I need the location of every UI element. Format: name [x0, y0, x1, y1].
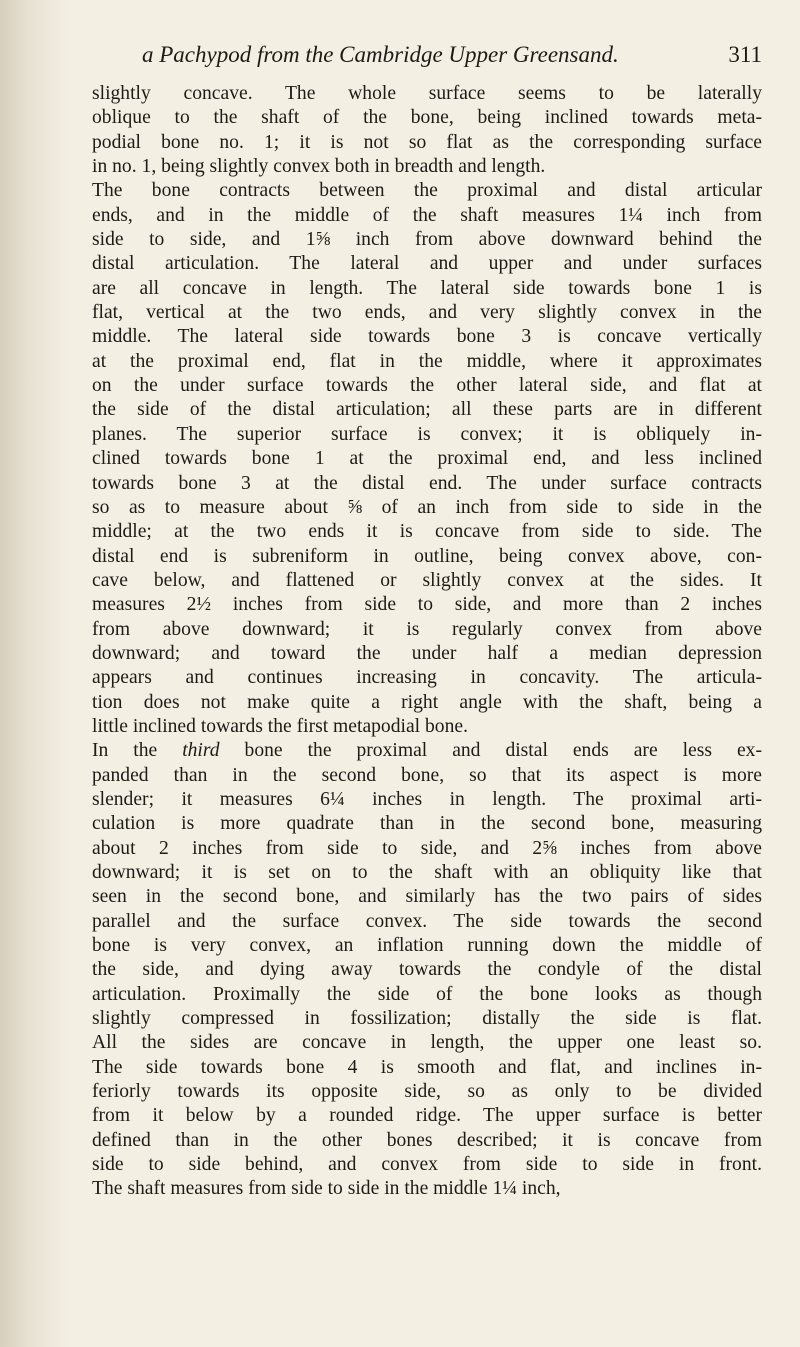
text-line: All the sides are concave in length, the upper one least so.	[92, 1032, 762, 1054]
text-line: clined towards bone 1 at the proximal end, and less inclined	[92, 448, 762, 470]
text-line: are all concave in length. The lateral side towards bone 1 is	[92, 277, 762, 299]
text-line: side to side, and 1⅝ inch from above downward behind the	[92, 229, 762, 251]
text-line: so as to measure about ⅝ of an inch from side to side in the	[92, 496, 762, 518]
text-line: little inclined towards the first metapodial bone.	[92, 715, 468, 737]
text-line: middle; at the two ends it is concave from side to side. The	[92, 521, 762, 543]
paragraph	[92, 82, 762, 179]
text-line: tion does not make quite a right angle with the shaft, being a	[92, 691, 762, 713]
text-line: the side of the distal articulation; all these parts are in different	[92, 399, 762, 421]
text-line: from it below by a rounded ridge. The upper surface is better	[92, 1105, 762, 1127]
text-line: ends, and in the middle of the shaft measures 1¼ inch from	[92, 204, 762, 226]
text-line: planes. The superior surface is convex; it is obliquely in-	[92, 423, 762, 445]
running-head	[92, 42, 762, 76]
text-line: defined than in the other bones described; it is concave from	[92, 1129, 762, 1151]
text-line: cave below, and flattened or slightly convex at the sides. It	[92, 569, 762, 591]
text-line: measures 2½ inches from side to side, and more than 2 inches	[92, 594, 762, 616]
text-line: slender; it measures 6¼ inches in length. The proximal arti-	[92, 788, 762, 810]
text-line: feriorly towards its opposite side, so as only to be divided	[92, 1081, 762, 1103]
text-line: on the under surface towards the other lateral side, and flat at	[92, 375, 762, 397]
running-title: a Pachypod from the Cambridge Upper Greensand.	[142, 42, 619, 67]
text-line: seen in the second bone, and similarly has the two pairs of sides	[92, 886, 762, 908]
text-line: appears and continues increasing in concavity. The articula-	[92, 667, 762, 689]
text-line: distal articulation. The lateral and upper and under surfaces	[92, 253, 762, 275]
text-line: the side, and dying away towards the condyle of the distal	[92, 959, 762, 981]
text-line: flat, vertical at the two ends, and very slightly convex in the	[92, 302, 762, 324]
text-line: in no. 1, being slightly convex both in breadth and length.	[92, 156, 546, 178]
text-line: In the third bone the proximal and distal ends are less ex-	[92, 740, 762, 762]
text-line: culation is more quadrate than in the second bone, measuring	[92, 813, 762, 835]
text-line: from above downward; it is regularly convex from above	[92, 618, 762, 640]
text-line: articulation. Proximally the side of the bone looks as though	[92, 983, 762, 1005]
text-line: bone is very convex, an inflation running down the middle of	[92, 935, 762, 957]
text-line: towards bone 3 at the distal end. The under surface contracts	[92, 472, 762, 494]
text-line: downward; and toward the under half a median depression	[92, 642, 762, 664]
paragraph	[92, 739, 762, 1202]
text-line: middle. The lateral side towards bone 3 is concave vertically	[92, 326, 762, 348]
text-line: side to side behind, and convex from side to side in front.	[92, 1154, 762, 1176]
text-line: The side towards bone 4 is smooth and flat, and inclines in-	[92, 1056, 762, 1078]
text-line: slightly concave. The whole surface seems to be laterally	[92, 83, 762, 104]
text-line: slightly compressed in fossilization; distally the side is flat.	[92, 1008, 762, 1030]
text-line: oblique to the shaft of the bone, being inclined towards meta-	[92, 107, 762, 129]
text-line: podial bone no. 1; it is not so flat as the corresponding surface	[92, 131, 762, 153]
text-line: downward; it is set on to the shaft with an obliquity like that	[92, 862, 762, 883]
paragraph	[92, 179, 762, 739]
text-line: panded than in the second bone, so that its aspect is more	[92, 764, 762, 786]
text-line: The bone contracts between the proximal and distal articular	[92, 180, 762, 202]
text-line: at the proximal end, flat in the middle, where it approximates	[92, 350, 762, 372]
page-gutter-shadow	[0, 0, 70, 1347]
book-page	[92, 42, 762, 1202]
text-line: parallel and the surface convex. The side towards the second	[92, 910, 762, 932]
page-number: 311	[728, 42, 762, 67]
text-line: about 2 inches from side to side, and 2⅝ inches from above	[92, 837, 762, 859]
body-text	[92, 82, 762, 1202]
text-line: distal end is subreniform in outline, being convex above, con-	[92, 545, 762, 567]
text-line: The shaft measures from side to side in the middle 1¼ inch,	[92, 1178, 561, 1200]
